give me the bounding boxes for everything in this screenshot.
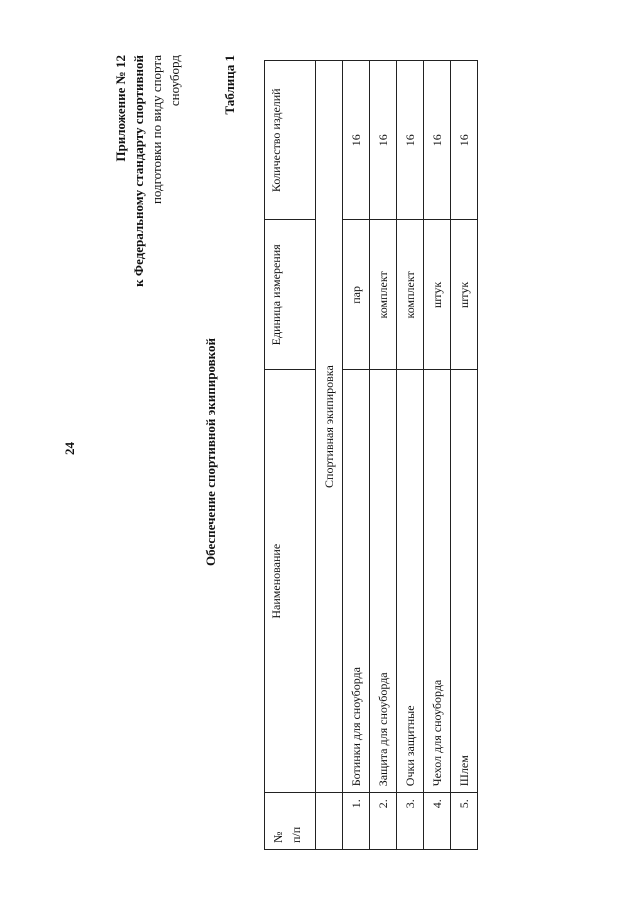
row-name: Очки защитные (397, 370, 424, 793)
header-num-line2: п/п (289, 826, 303, 843)
table-row (397, 61, 424, 850)
section-title: Спортивная экипировка (316, 61, 343, 793)
row-num: 5. (451, 793, 478, 850)
table-header-row (265, 61, 316, 850)
row-qty: 16 (343, 61, 370, 220)
header-name: Наименование (265, 370, 316, 793)
table-row (370, 61, 397, 850)
row-unit: штук (424, 220, 451, 370)
row-num: 3. (397, 793, 424, 850)
page-number: 24 (62, 442, 77, 455)
appendix-header (112, 55, 184, 360)
appendix-line-1: Приложение № 12 (113, 55, 128, 162)
row-name: Защита для сноуборда (370, 370, 397, 793)
appendix-line-3: подготовки по виду спорта (149, 55, 164, 205)
row-name: Шлем (451, 370, 478, 793)
row-num: 1. (343, 793, 370, 850)
row-qty: 16 (370, 61, 397, 220)
table-row (343, 61, 370, 850)
row-num: 4. (424, 793, 451, 850)
section-row (316, 61, 343, 850)
header-num-line1: № (271, 831, 285, 843)
row-qty: 16 (424, 61, 451, 220)
row-unit: пар (343, 220, 370, 370)
header-num (265, 793, 316, 850)
row-qty: 16 (397, 61, 424, 220)
table-row (451, 61, 478, 850)
row-name: Ботинки для сноуборда (343, 370, 370, 793)
row-num: 2. (370, 793, 397, 850)
equipment-table (264, 60, 478, 850)
table-row (424, 61, 451, 850)
table-label: Таблица 1 (222, 55, 237, 115)
row-name: Чехол для сноуборда (424, 370, 451, 793)
header-unit: Единица измерения (265, 220, 316, 370)
document-title: Обеспечение спортивной экипировкой (203, 338, 218, 566)
appendix-line-2: к Федеральному стандарту спортивной (131, 55, 146, 287)
row-qty: 16 (451, 61, 478, 220)
row-unit: штук (451, 220, 478, 370)
row-unit: комплект (370, 220, 397, 370)
row-unit: комплект (397, 220, 424, 370)
header-qty: Количество изделий (265, 61, 316, 220)
appendix-line-4: сноуборд (167, 55, 182, 107)
section-spacer (316, 793, 343, 850)
